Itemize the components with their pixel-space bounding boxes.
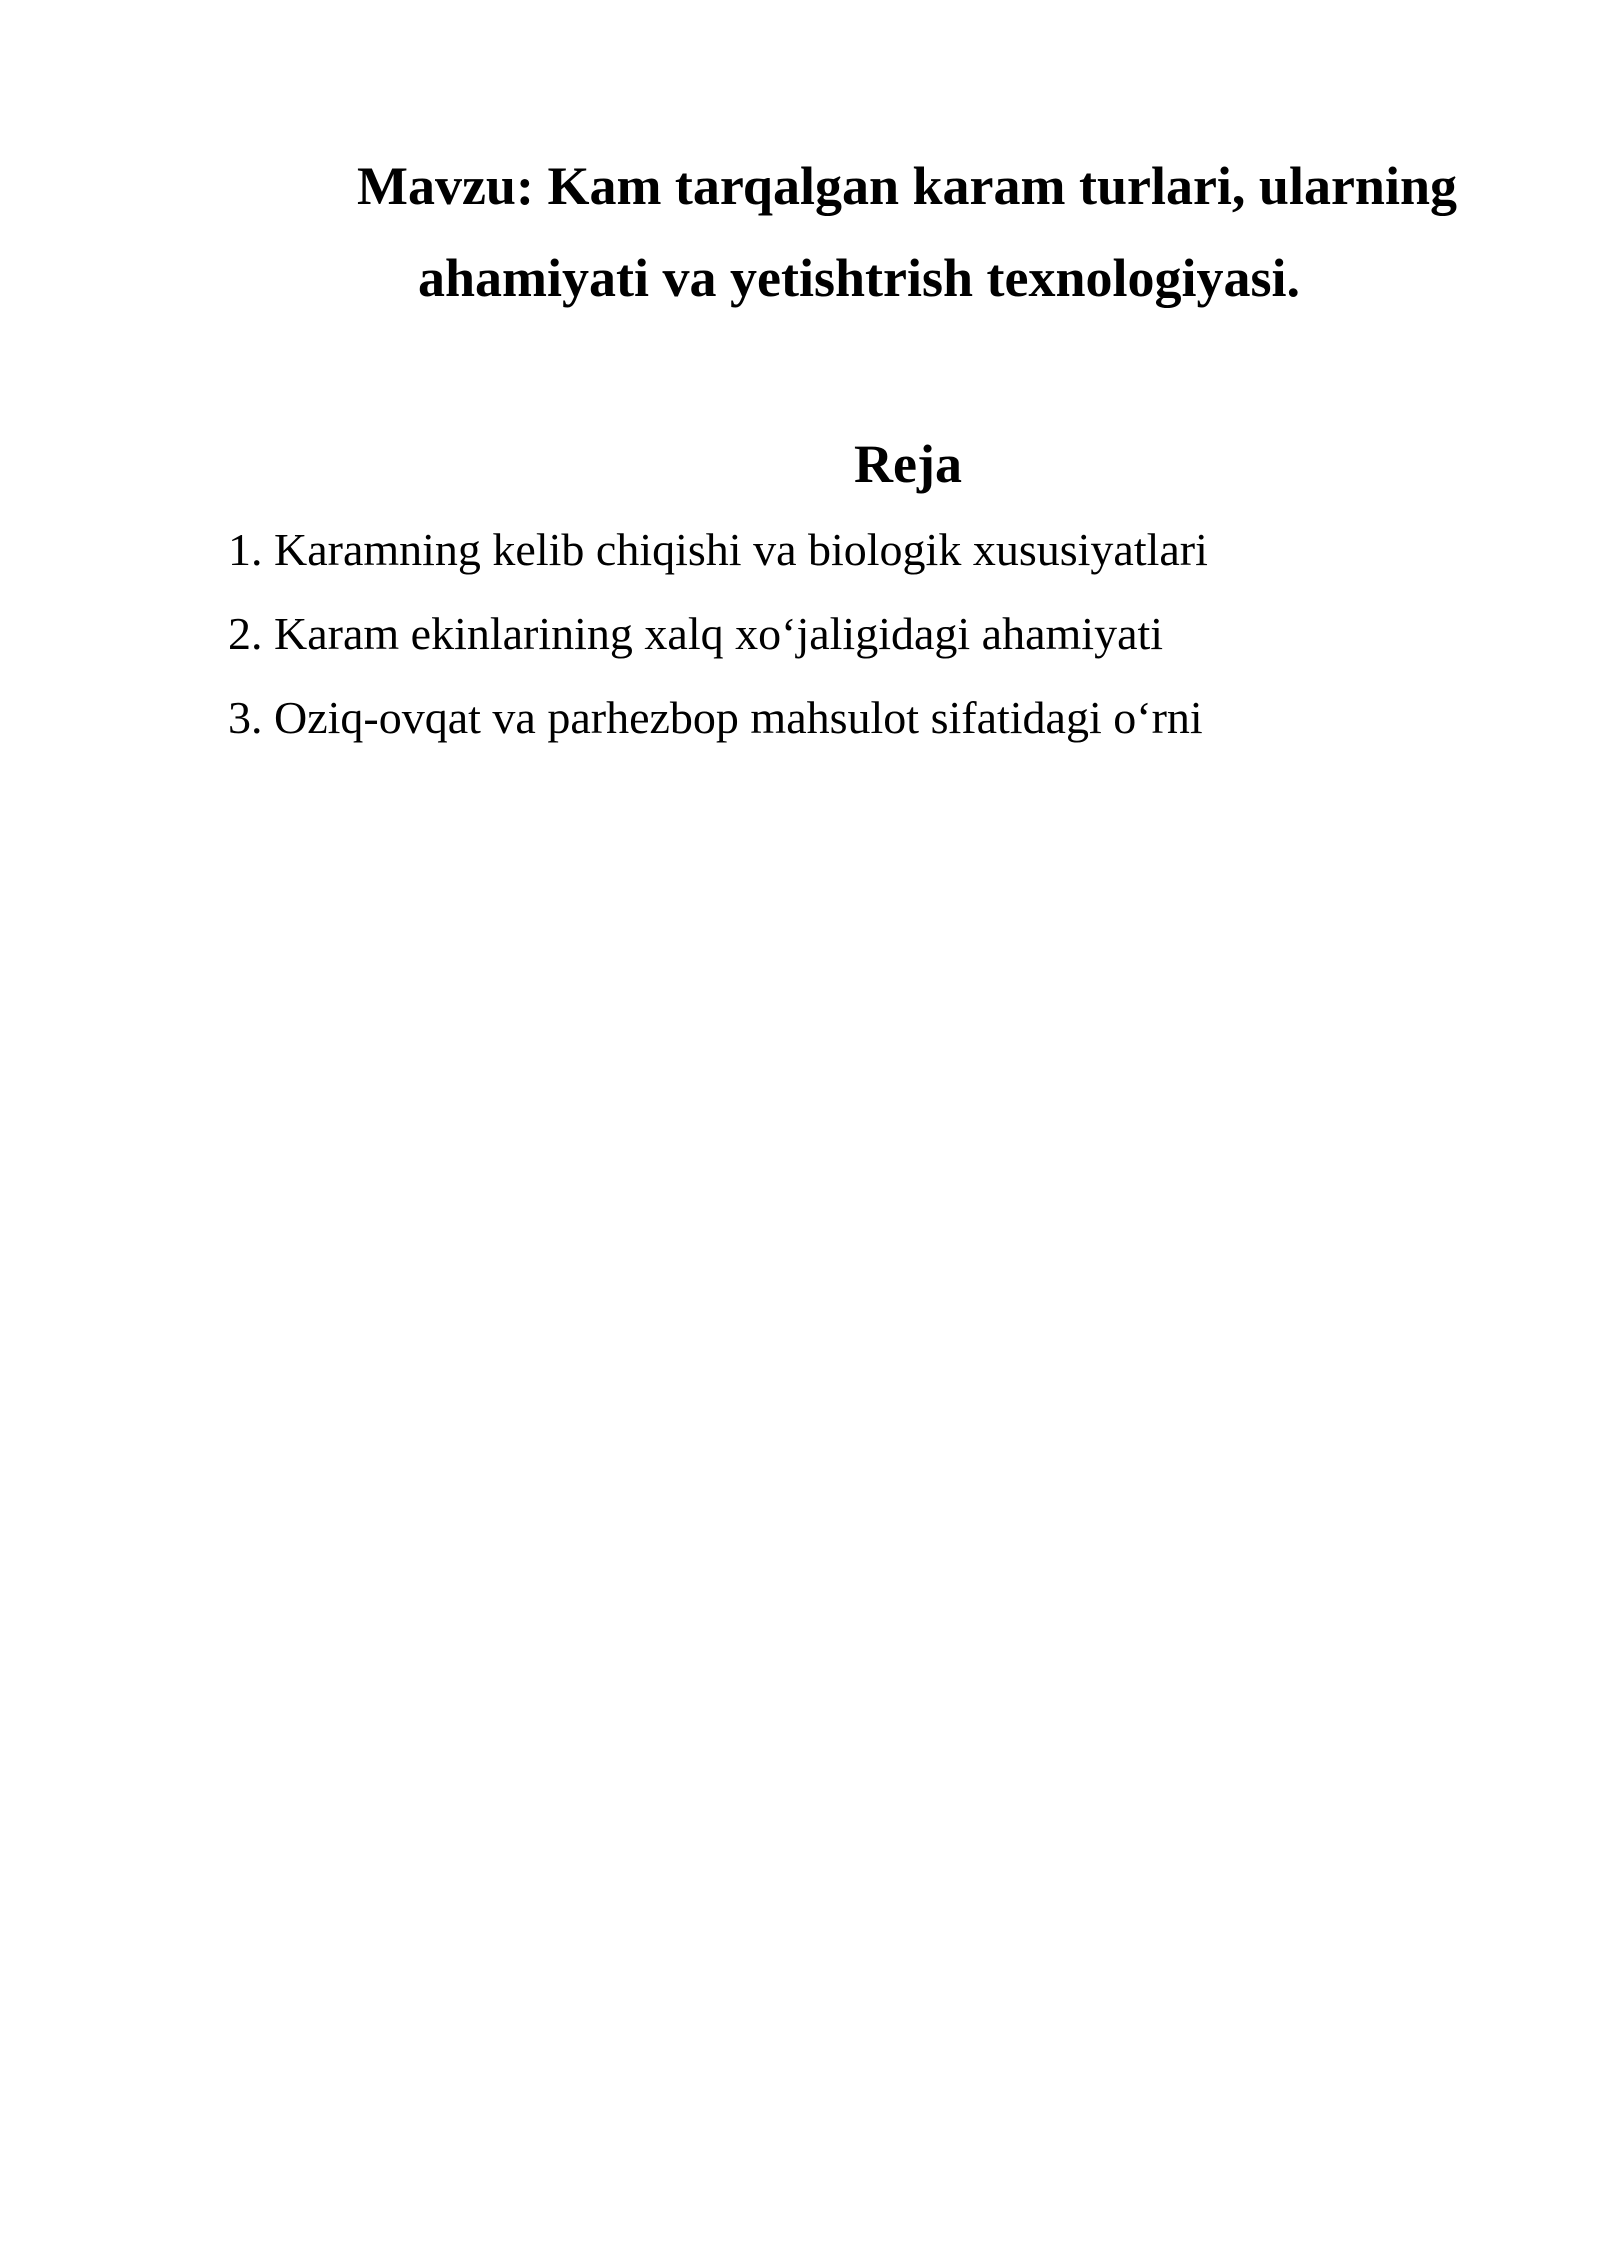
plan-list: [228, 522, 1208, 774]
plan-item-2: 2. Karam ekinlarining xalq xo‘jaligidagi ahamiyati: [228, 608, 1164, 659]
document-title-line-2: ahamiyati va yetishtrish texnologiyasi.: [418, 248, 1301, 308]
plan-item-1: 1. Karamning kelib chiqishi va biologik xususiyatlari: [228, 524, 1208, 575]
plan-item-3: 3. Oziq-ovqat va parhezbop mahsulot sifatidagi o‘rni: [228, 692, 1203, 743]
plan-heading: Reja: [854, 434, 962, 494]
document-title-line-1: Mavzu: Kam tarqalgan karam turlari, ularning: [357, 156, 1457, 216]
